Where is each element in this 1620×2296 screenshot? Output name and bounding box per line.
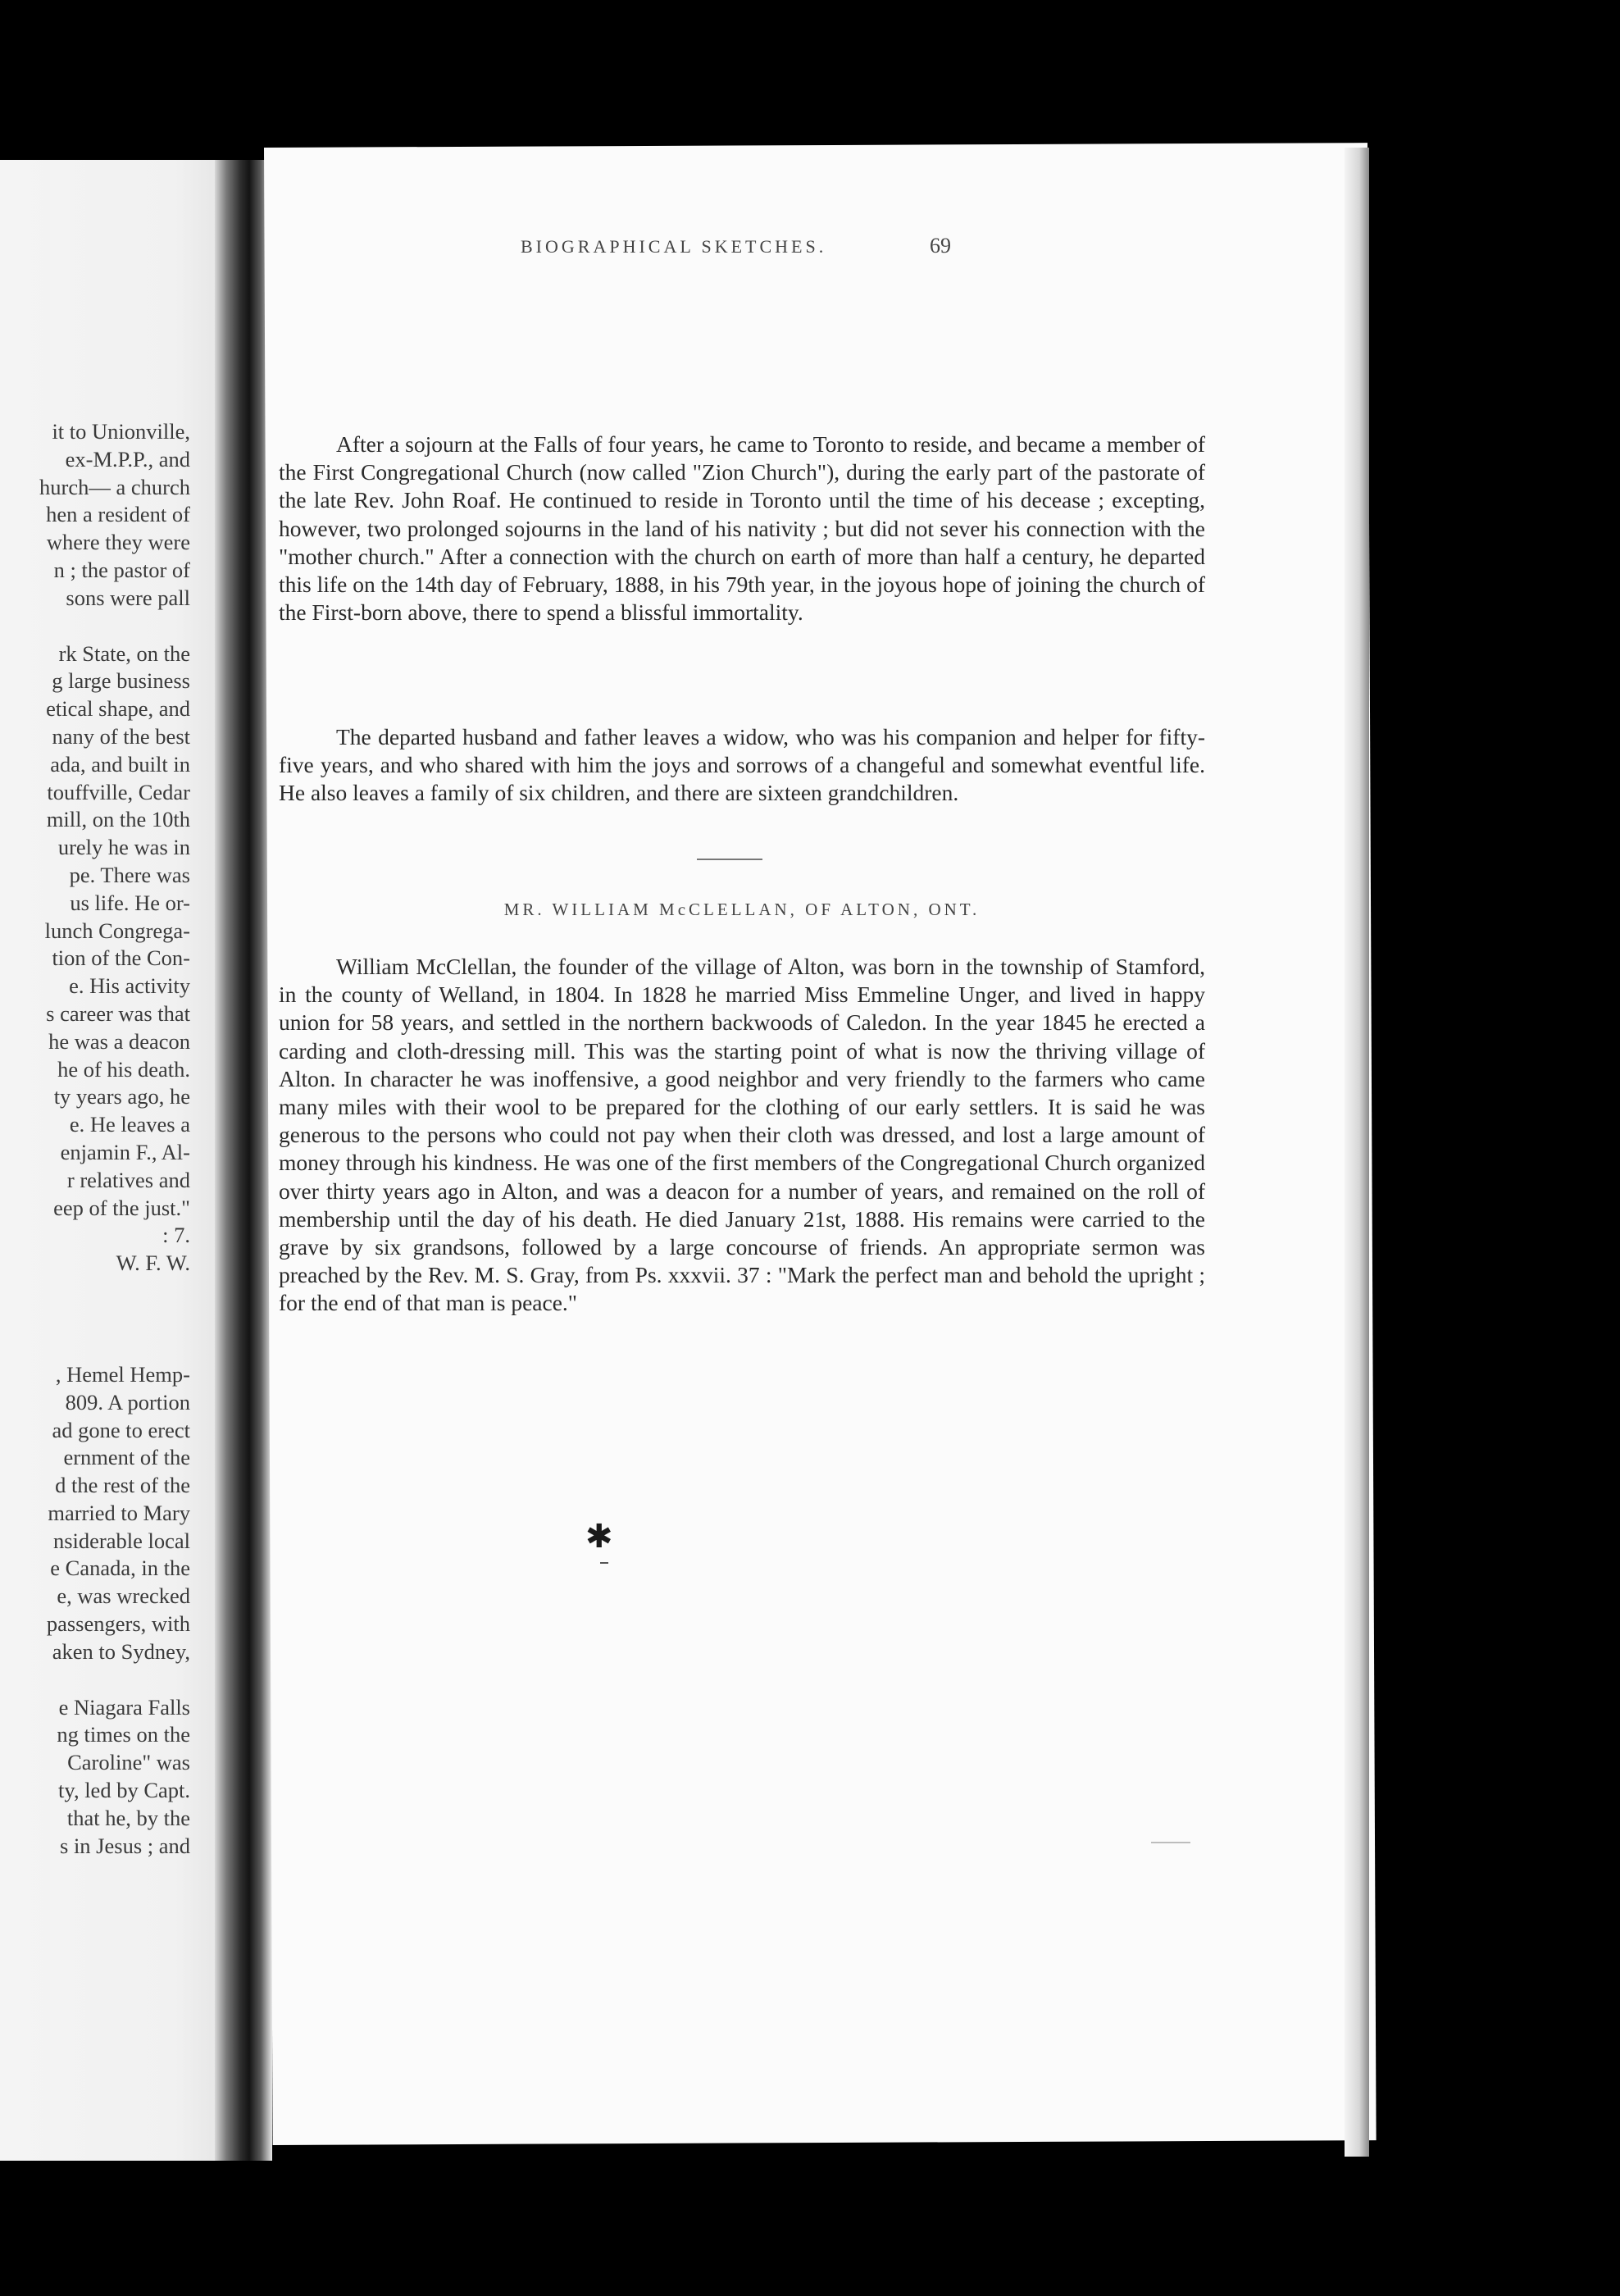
left-page-line: e Canada, in the (50, 1556, 190, 1581)
left-page-line: he of his death. (57, 1056, 190, 1082)
page-number: 69 (930, 234, 951, 257)
left-page-line: d the rest of the (55, 1473, 190, 1498)
left-page-line: 809. A portion (65, 1389, 190, 1414)
left-page-line: Caroline" was (67, 1750, 190, 1775)
paragraph-2 (279, 723, 1205, 808)
left-page-text (39, 418, 190, 1860)
page-smudge (1151, 1842, 1190, 1843)
paragraph-1-text: After a sojourn at the Falls of four years, he came to Toronto to reside, and became a member of the First Congregational Church (now called "Zion Church"), during the early part of the pastorate of the late Rev. John Roaf. He continued to reside in Toronto until the time of his decease ; excepting, however, two prolonged sojourns in the land of his nativity ; but did not sever his connection with the "mother church." After a connection with the church on earth of more than half a century, he departed this life on the 14th day of February, 1888, in his 79th year, in the joyous hope of joining the church of the First-born above, there to spend a blissful immortality. (279, 431, 1205, 626)
paragraph-2-text: The departed husband and father leaves a widow, who was his companion and helper for fifty-five years, and who shared with him the joys and sorrows of a changeful and somewhat eventful life. He also leaves a family of six children, and there are sixteen grandchildren. (279, 724, 1205, 806)
left-page-line: enjamin F., Al- (60, 1139, 190, 1164)
ink-blot: ✱ (585, 1518, 613, 1555)
left-page-line: hen a resident of (46, 502, 190, 527)
left-page-line: where they were (46, 530, 190, 555)
left-page-line: eep of the just." (53, 1195, 190, 1220)
left-page-line: passengers, with (46, 1611, 190, 1637)
left-page-line (39, 1278, 190, 1305)
left-page-line: ty years ago, he (53, 1084, 190, 1109)
left-page-line: mill, on the 10th (46, 807, 190, 832)
paragraph-1 (279, 430, 1205, 626)
left-page-line: g large business (52, 668, 190, 694)
ink-mark (600, 1562, 608, 1564)
paragraph-3-text: William McClellan, the founder of the village of Alton, was born in the township of Stamford, in the county of Welland, in 1804. In 1828 he married Miss Emmeline Unger, and lived in happy union for 58 years, and settled in the northern backwoods of Caledon. In the year 1845 he erected a carding and cloth-dressing mill. This was the starting point of what is now the thriving village of Alton. In character he was inoffensive, a good neighbor and very friendly to the farmers who came many miles with their wool to be prepared for the clothing of our early settlers. It is said he was generous to the persons who could not pay when their cloth was dressed, and lost a large amount of money through his kindness. He was one of the first members of the Congregational Church organized over thirty years ago in Alton, and was a deacon for a number of years, and remained on the roll of membership until the day of his death. He died January 21st, 1888. His remains were carried to the grave by six grandsons, followed by a large concourse of friends. An appropriate sermon was preached by the Rev. M. S. Gray, from Ps. xxxvii. 37 : "Mark the perfect man and behold the upright ; for the end of that man is peace." (279, 954, 1205, 1316)
left-page-line: touffville, Cedar (47, 779, 190, 804)
left-page-line (39, 613, 190, 640)
left-page-line: n ; the pastor of (53, 557, 190, 582)
left-page-line: ada, and built in (50, 751, 190, 777)
book-gutter (215, 160, 272, 2161)
left-page-line: s in Jesus ; and (60, 1833, 190, 1858)
left-page-line: it to Unionville, (52, 419, 190, 444)
page-edge (1345, 148, 1369, 2157)
left-page-line: e, was wrecked (57, 1583, 190, 1609)
left-page-line: W. F. W. (116, 1250, 190, 1276)
left-page-line: hurch— a church (39, 474, 190, 499)
left-page-line: pe. There was (69, 862, 190, 887)
left-page-line: urely he was in (57, 835, 190, 860)
left-page-line: ng times on the (57, 1722, 190, 1747)
left-page-line: rk State, on the (58, 640, 190, 666)
left-page-line: ernment of the (63, 1445, 190, 1470)
left-page-line: sons were pall (66, 585, 190, 610)
left-page-line: aken to Sydney, (52, 1638, 190, 1664)
paragraph-3 (279, 953, 1205, 1318)
left-page-line (39, 1333, 190, 1361)
left-page (0, 160, 220, 2161)
left-page-line: ty, led by Capt. (58, 1778, 190, 1803)
left-page-line: married to Mary (48, 1500, 190, 1525)
running-head-title: BIOGRAPHICAL SKETCHES. (521, 236, 827, 257)
left-page-line: lunch Congrega- (44, 918, 190, 943)
left-page-line: us life. He or- (70, 890, 190, 915)
left-page-line: he was a deacon (48, 1028, 190, 1054)
left-page-line: s career was that (46, 1000, 190, 1026)
running-head (316, 234, 951, 258)
left-page-line: nany of the best (52, 723, 190, 749)
left-page-line: tion of the Con- (52, 945, 190, 971)
left-page-line (39, 1666, 190, 1694)
left-page-line: e Niagara Falls (58, 1694, 190, 1720)
section-divider (697, 859, 762, 860)
left-page-line: , Hemel Hemp- (55, 1361, 190, 1387)
left-page-line: r relatives and (66, 1167, 190, 1192)
left-page-line: : 7. (162, 1223, 190, 1248)
left-page-line: e. He leaves a (69, 1112, 190, 1137)
section-heading: MR. WILLIAM McCLELLAN, OF ALTON, ONT. (503, 900, 981, 919)
left-page-line: ad gone to erect (52, 1417, 190, 1442)
left-page-line: that he, by the (66, 1805, 190, 1830)
left-page-line: ex-M.P.P., and (65, 446, 190, 472)
left-page-line (39, 1305, 190, 1333)
left-page-line: e. His activity (69, 973, 190, 999)
left-page-line: nsiderable local (52, 1528, 190, 1553)
left-page-line: etical shape, and (46, 696, 190, 722)
